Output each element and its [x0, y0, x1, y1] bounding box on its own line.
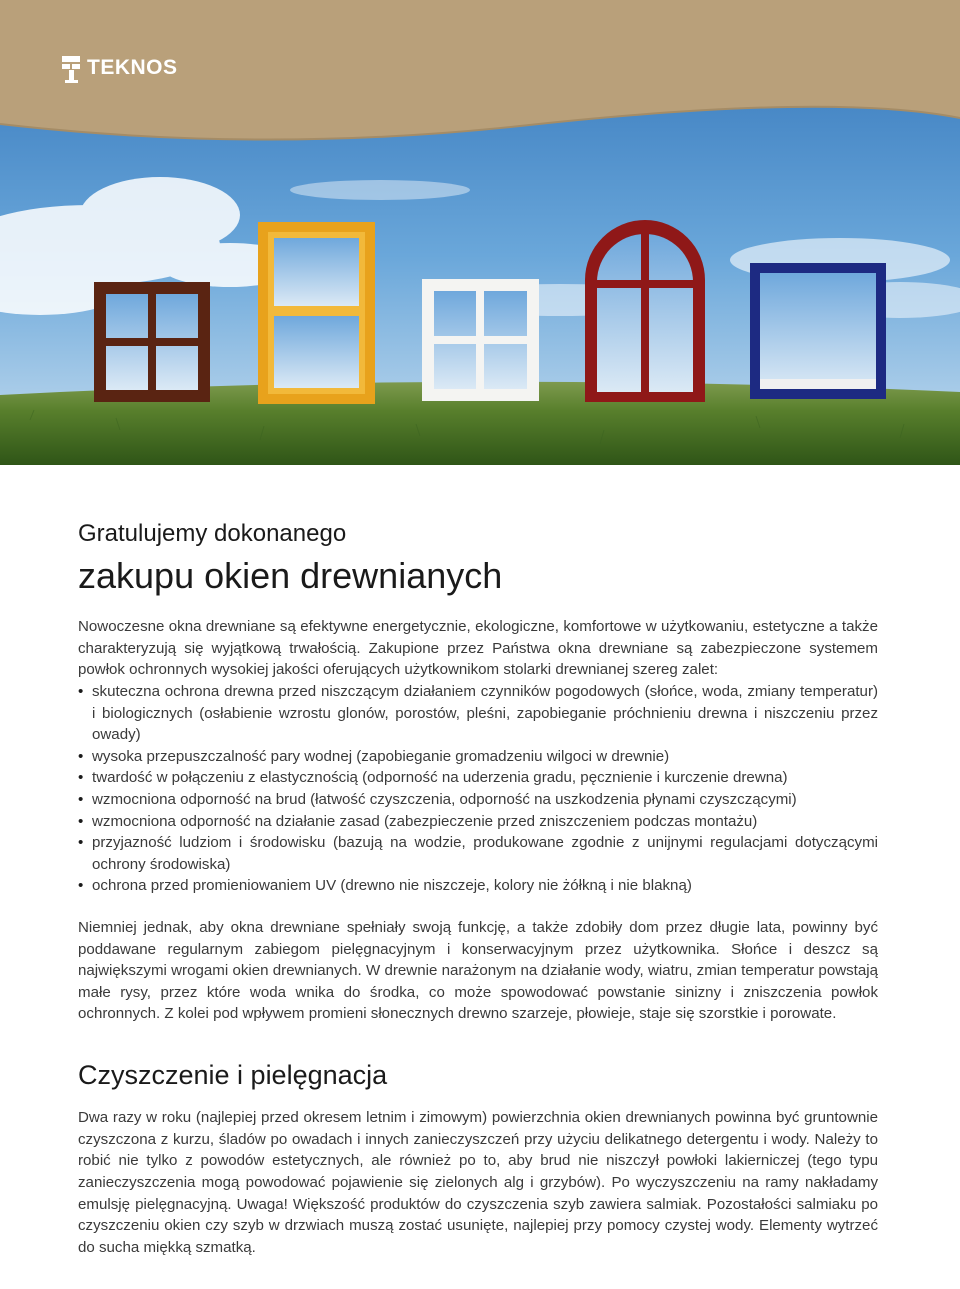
article-content	[78, 520, 878, 1258]
page-title: zakupu okien drewnianych	[78, 554, 503, 596]
brand-name: TEKNOS	[87, 56, 178, 79]
benefit-item: • wzmocniona odporność na brud (łatwość czyszczenia, odporność na uszkodzenia płynami czyszczącymi)	[78, 789, 878, 811]
brand-logo	[87, 56, 178, 80]
cleaning-paragraph: Dwa razy w roku (najlepiej przed okresem letnim i zimowym) powierzchnia okien drewnianych powinna być gruntownie czyszczona z kurzu, śladów po owadach i innych zanieczyszczeń przy użyciu delikatnego detergentu i wody. Należy to robić nie tylko z powodów estetycznych, ale również po to, aby brud nie niszczył powłoki lakierniczej (tego typu zanieczyszczenia mogą powodować pojawienie się zielonych alg i grzybów). Po wyczyszczeniu na ramy nakładamy emulsję pielęgnacyjną. Uwaga! Większość produktów do czyszczenia szyb zawiera salmiak. Pozostałości salmiaku po czyszczeniu okien czy szyb w drzwiach muszą zostać usunięte, najlepiej przy pomocy czystej wody. Elementy wytrzeć do sucha miękką szmatką.	[78, 1109, 878, 1256]
benefit-item: • twardość w połączeniu z elastycznością (odporność na uderzenia gradu, pęcznienie i kurczenie drewna)	[78, 767, 878, 789]
benefit-item: • skuteczna ochrona drewna przed niszczącym działaniem czynników pogodowych (słońce, woda, zmiany temperatur) i biologicznych (osłabienie wzrostu glonów, porostów, pleśni, zapobieganie próchnieniu drewna i niszczeniu przez owady)	[78, 681, 878, 746]
benefit-item: • przyjazność ludziom i środowisku (bazują na wodzie, produkowane zgodnie z unijnymi regulacjami dotyczącymi ochrony środowiska)	[78, 832, 878, 875]
benefit-item: • wzmocniona odporność na działanie zasad (zabezpieczenie przed zniszczeniem podczas montażu)	[78, 811, 878, 833]
benefit-item: • wysoka przepuszczalność pary wodnej (zapobieganie gromadzeniu wilgoci w drewnie)	[78, 746, 878, 768]
heading-kicker: Gratulujemy dokonanego	[78, 520, 347, 547]
benefit-item: • ochrona przed promieniowaniem UV (drewno nie niszczeje, kolory nie żółkną i nie blakną)	[78, 875, 878, 897]
window-red-arched	[585, 220, 705, 402]
section-heading-cleaning: Czyszczenie i pielęgnacja	[78, 1059, 388, 1090]
maintenance-paragraph: Niemniej jednak, aby okna drewniane spełniały swoją funkcję, a także zdobiły dom przez długie lata, powinny być poddawane regularnym zabiegom pielęgnacyjnym i konserwacyjnym przez użytkownika. Słońce i deszcz są największymi wrogami okien drewnianych. W drewnie narażonym na działanie wody, wiatru, zmian temperatur powstają małe rysy, przez które woda wnika do środka, co może spowodować powstanie sinizny i zniszczenia powłok ochronnych. Z kolei pod wpływem promieni słonecznych drewno szarzeje, płowieje, staje się szorstkie i porowate.	[78, 918, 878, 1023]
window-dark-brown	[94, 282, 210, 402]
window-white	[422, 279, 539, 401]
window-blue	[750, 263, 886, 399]
intro-paragraph: Nowoczesne okna drewniane są efektywne energetycznie, ekologiczne, komfortowe w użytkowaniu, estetyczne a także charakteryzują się wyjątkową trwałością. Zakupione przez Państwa okna drewniane są zabezpieczone systemem powłok ochronnych wysokiej jakości oferujących użytkownikom stolarki drewnianej szereg zalet:	[78, 618, 878, 679]
benefits-list	[78, 681, 878, 897]
window-yellow	[258, 222, 375, 404]
